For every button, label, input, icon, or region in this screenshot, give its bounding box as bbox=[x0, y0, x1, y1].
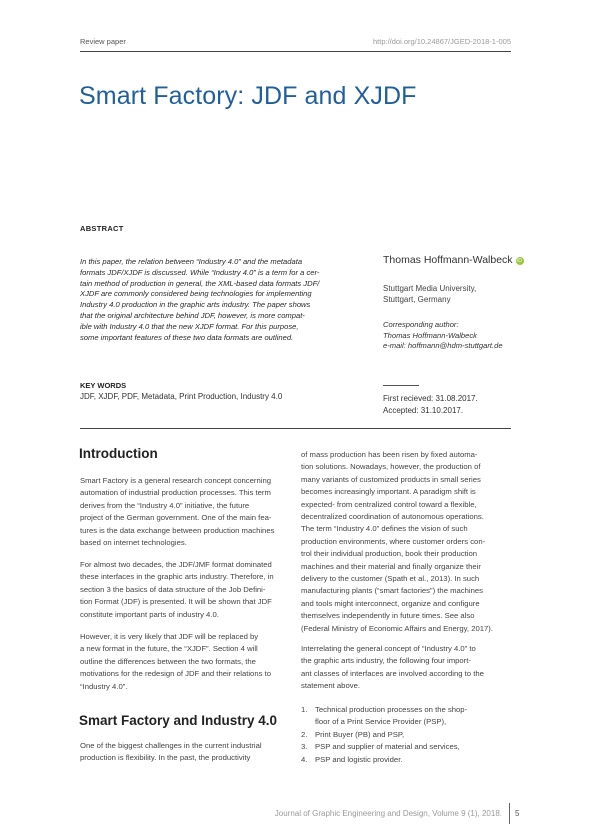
text-line: expected- from centralized control toward a flexible, bbox=[301, 499, 477, 509]
intro-paragraph-3 bbox=[80, 631, 271, 693]
list-number: 4. bbox=[301, 754, 308, 764]
text-line: automation of industrial production processes. This term bbox=[80, 488, 271, 498]
journal-citation: Journal of Graphic Engineering and Design, Volume 9 (1), 2018. bbox=[274, 809, 502, 818]
text-line: One of the biggest challenges in the current industrial bbox=[80, 741, 262, 750]
abstract-heading: ABSTRACT bbox=[80, 224, 124, 233]
text-line: ant classes of interfaces are involved according to the bbox=[301, 668, 484, 678]
intro-paragraph-2 bbox=[80, 559, 274, 621]
text-line: outline the differences between the two formats, the bbox=[80, 656, 256, 666]
text-line: delivery to the customer (Spath et al., 2013). In such bbox=[301, 574, 480, 584]
text-line: constitute important parts of industry 4.0. bbox=[80, 609, 219, 619]
abstract-line: tain method of production in general, the XML-based data formats JDF/ bbox=[80, 278, 320, 288]
text-line: “Industry 4.0”. bbox=[80, 681, 128, 691]
author-name bbox=[383, 254, 524, 266]
corresponding-name: Thomas Hoffmann-Walbeck bbox=[383, 330, 477, 340]
text-line: statement above. bbox=[301, 681, 360, 691]
article-dates bbox=[383, 393, 478, 416]
text-line: (Federal Ministry of Economic Affairs and Energy, 2017). bbox=[301, 623, 493, 633]
abstract-line: XJDF are commonly considered being technologies for implementing bbox=[80, 289, 312, 299]
author-name-text: Thomas Hoffmann-Walbeck bbox=[383, 254, 513, 266]
right-column-paragraph-1 bbox=[301, 449, 493, 635]
abstract-line: Industry 4.0 production in the graphic arts industry. The paper shows bbox=[80, 300, 311, 310]
text-line: The term “Industry 4.0” defines the vision of such bbox=[301, 524, 468, 534]
list-text: Print Buyer (PB) and PSP, bbox=[315, 729, 405, 739]
text-line: and tools might interconnect, organize and configure bbox=[301, 598, 480, 608]
text-line: these interfaces in the graphic arts industry. Therefore, in bbox=[80, 572, 274, 582]
interfaces-list bbox=[301, 704, 467, 766]
text-line: tures is the data exchange between production machines bbox=[80, 525, 275, 535]
corresponding-label: Corresponding author: bbox=[383, 320, 459, 329]
list-item bbox=[301, 741, 467, 753]
text-line: derives from the “Industry 4.0” initiative, the future bbox=[80, 500, 250, 510]
section-heading-smart-factory: Smart Factory and Industry 4.0 bbox=[79, 713, 278, 728]
text-line: motivations for the redesign of JDF and their relations to bbox=[80, 669, 272, 679]
text-line: tion Format (JDF) is presented. It will be shown that JDF bbox=[80, 597, 272, 607]
text-line: based on internet technologies. bbox=[80, 538, 187, 548]
keywords-text: JDF, XJDF, PDF, Metadata, Print Production, Industry 4.0 bbox=[80, 392, 283, 401]
keywords-heading: KEY WORDS bbox=[80, 381, 127, 390]
text-line: However, it is very likely that JDF will be replaced by bbox=[80, 632, 259, 641]
text-line: of mass production has been risen by fixed automa- bbox=[301, 450, 478, 459]
abstract-line: ible with Industry 4.0 that the new XJDF format. For this purpose, bbox=[80, 321, 299, 331]
affiliation-line: Stuttgart, Germany bbox=[383, 295, 451, 304]
text-line: production is flexibility. In the past, the productivity bbox=[80, 753, 251, 763]
text-line: project of the German government. One of the main fea- bbox=[80, 513, 272, 523]
abstract-line: that the original architecture behind JDF, however, is more compat- bbox=[80, 310, 305, 320]
list-item bbox=[301, 729, 467, 741]
text-line: section 3 the basics of data structure of the Job Defini- bbox=[80, 584, 266, 594]
orcid-icon[interactable]: iD bbox=[517, 258, 522, 264]
section2-paragraph-1 bbox=[80, 740, 262, 765]
intro-paragraph-1 bbox=[80, 475, 274, 549]
text-line: trol their individual production, book their production bbox=[301, 549, 478, 559]
list-text: PSP and logistic provider. bbox=[315, 754, 403, 764]
corresponding-author bbox=[383, 320, 503, 352]
page-number: 5 bbox=[515, 809, 520, 818]
right-column-paragraph-2 bbox=[301, 643, 484, 693]
list-number: 2. bbox=[301, 729, 308, 739]
text-line: the graphic arts industry, the following four import- bbox=[301, 656, 471, 666]
received-date: First recieved: 31.08.2017. bbox=[383, 394, 478, 403]
text-line: becomes increasingly important. A paradigm shift is bbox=[301, 487, 476, 497]
list-text: PSP and supplier of material and services, bbox=[315, 742, 460, 752]
text-line: a new format in the future, the “XJDF”. Section 4 will bbox=[80, 644, 258, 654]
text-line: Interrelating the general concept of “Industry 4.0” to bbox=[301, 644, 476, 653]
list-number: 3. bbox=[301, 742, 308, 752]
text-line: many variants of customized products in small series bbox=[301, 474, 481, 484]
paper-title: Smart Factory: JDF and XJDF bbox=[79, 82, 417, 110]
dates-rule bbox=[383, 385, 419, 386]
doi-link[interactable]: http://doi.org/10.24867/JGED-2018-1-005 bbox=[372, 37, 511, 46]
list-text: Technical production processes on the shop- bbox=[315, 705, 468, 714]
author-affiliation bbox=[383, 283, 476, 305]
section-rule bbox=[80, 428, 511, 429]
list-item-continuation bbox=[301, 716, 467, 728]
footer-divider bbox=[509, 803, 510, 824]
list-item bbox=[301, 754, 467, 766]
header-rule bbox=[80, 51, 511, 52]
text-line: tion solutions. Nowadays, however, the production of bbox=[301, 462, 481, 472]
list-item bbox=[301, 704, 467, 716]
abstract-line: formats JDF/XJDF is discussed. While “Industry 4.0” is a term for a cer- bbox=[80, 267, 320, 277]
text-line: manufacturing plants (“smart factories”) the machines bbox=[301, 586, 484, 596]
abstract-line: In this paper, the relation between “Industry 4.0” and the metadata bbox=[80, 257, 303, 266]
accepted-date: Accepted: 31.10.2017. bbox=[383, 405, 464, 415]
abstract-line: some important features of these two data formats are outlined. bbox=[80, 332, 294, 342]
affiliation-line: Stuttgart Media University, bbox=[383, 284, 477, 293]
text-line: themselves independently in future times. See also bbox=[301, 611, 475, 621]
list-number: 1. bbox=[301, 705, 308, 714]
text-line: Smart Factory is a general research concept concerning bbox=[80, 476, 271, 485]
corresponding-email[interactable]: e-mail: hoffmann@hdm-stuttgart.de bbox=[383, 341, 503, 350]
text-line: For almost two decades, the JDF/JMF format dominated bbox=[80, 560, 272, 569]
text-line: machines and their material and finally organize their bbox=[301, 561, 481, 571]
abstract-text bbox=[80, 257, 368, 343]
article-type: Review paper bbox=[80, 37, 126, 46]
list-text: floor of a Print Service Provider (PSP), bbox=[315, 717, 447, 727]
text-line: decentralized coordination of autonomous operations. bbox=[301, 512, 484, 522]
text-line: production environments, where customer orders con- bbox=[301, 536, 486, 546]
introduction-heading: Introduction bbox=[79, 446, 158, 461]
